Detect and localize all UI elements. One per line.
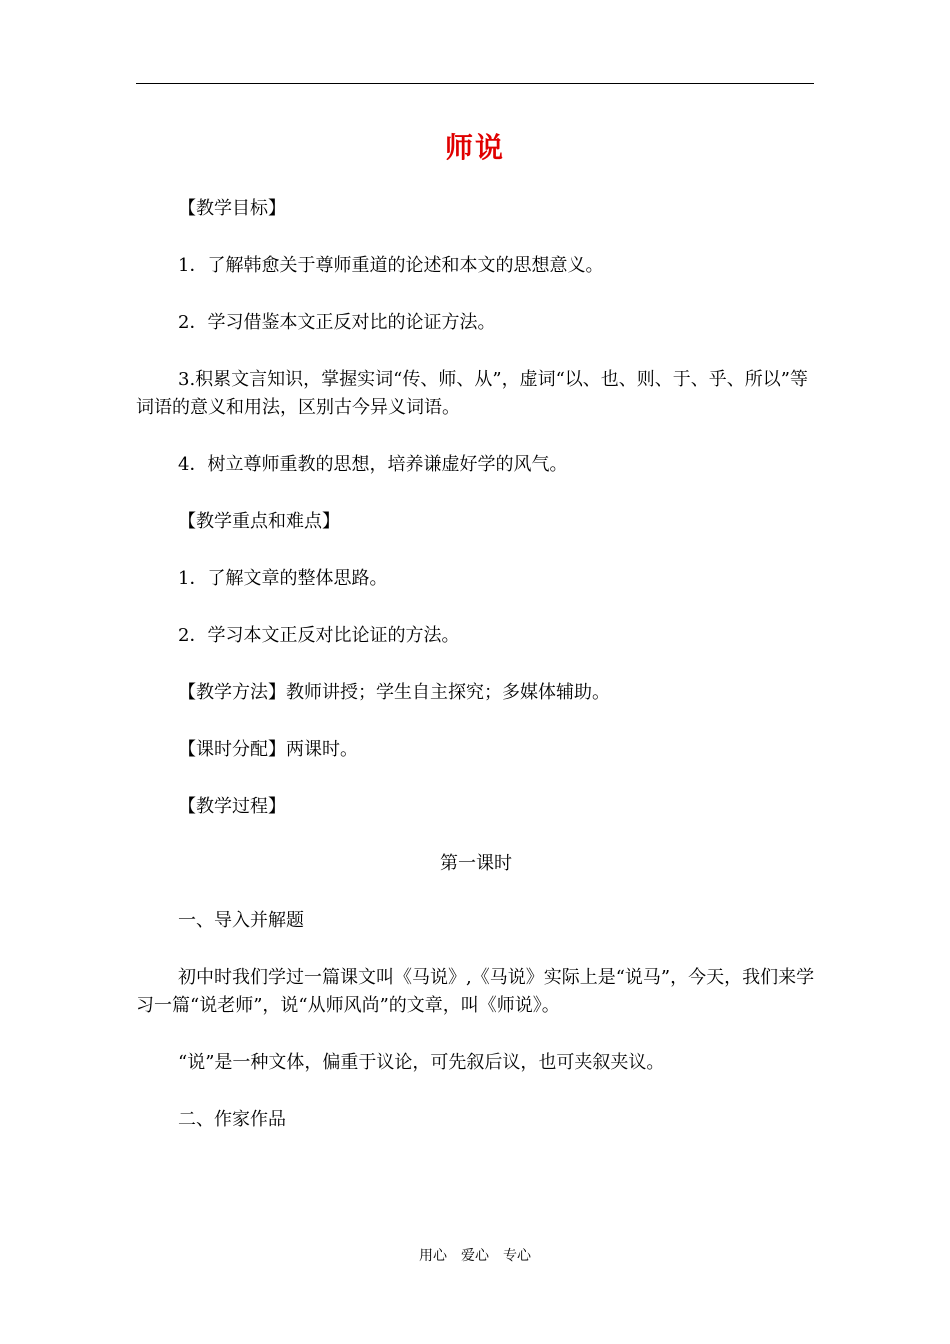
objective-item: 2．学习借鉴本文正反对比的论证方法。 — [178, 312, 496, 333]
header-rule — [136, 83, 814, 84]
document-body — [136, 195, 816, 1163]
intro-paragraph: 初中时我们学过一篇课文叫《马说》,《马说》实际上是“说马”，今天，我们来学习一篇“说老师”，说“从师风尚”的文章，叫《师说》。 — [136, 967, 815, 1016]
keypoint-item: 1．了解文章的整体思路。 — [178, 568, 388, 589]
objective-item: 3.积累文言知识，掌握实词“传、师、从”，虚词“以、也、则、于、乎、所以”等词语的意义和用法，区别古今异义词语。 — [136, 369, 808, 418]
lesson-heading: 第一课时 — [440, 853, 512, 874]
process-heading: 【教学过程】 — [178, 796, 286, 817]
section-heading: 二、作家作品 — [178, 1109, 286, 1130]
objectives-heading: 【教学目标】 — [178, 198, 286, 219]
methods-paragraph: 【教学方法】教师讲授；学生自主探究；多媒体辅助。 — [178, 682, 610, 703]
schedule-paragraph: 【课时分配】两课时。 — [178, 739, 358, 760]
page-title: 师说 — [444, 131, 505, 164]
section-heading: 一、导入并解题 — [178, 910, 304, 931]
objective-item: 1．了解韩愈关于尊师重道的论述和本文的思想意义。 — [178, 255, 604, 276]
page-footer: 用心 爱心 专心 — [419, 1248, 531, 1264]
genre-paragraph: “说”是一种文体，偏重于议论，可先叙后议，也可夹叙夹议。 — [178, 1052, 665, 1073]
keypoint-item: 2．学习本文正反对比论证的方法。 — [178, 625, 460, 646]
keypoints-heading: 【教学重点和难点】 — [178, 511, 340, 532]
objective-item: 4．树立尊师重教的思想，培养谦虚好学的风气。 — [178, 454, 568, 475]
